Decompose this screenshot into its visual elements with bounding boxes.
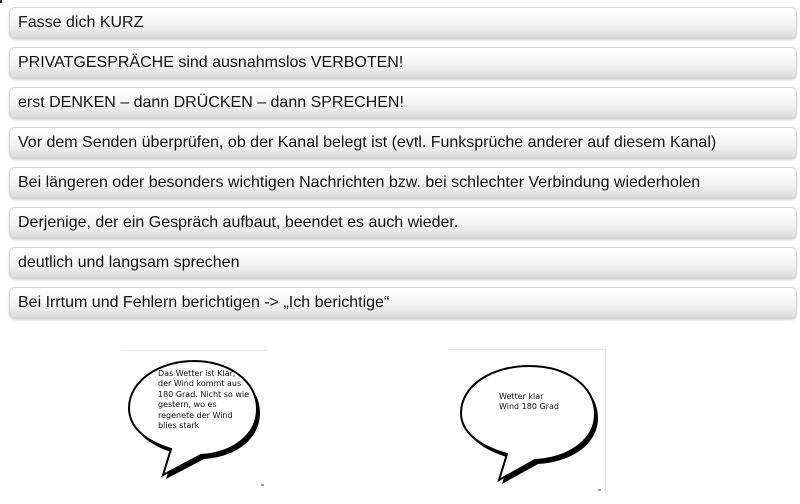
rule-item-6 [9,207,797,238]
rule-item-7 [9,247,797,278]
rule-text: deutlich und langsam sprechen [18,253,240,271]
rule-item-3 [9,87,797,118]
rule-text: Fasse dich KURZ [18,13,144,31]
speech-bubble-icon [449,350,605,494]
rule-text: Vor dem Senden überprüfen, ob der Kanal belegt ist (evtl. Funksprüche anderer auf diesem Kanal) [18,133,717,151]
rule-text: Bei Irrtum und Fehlern berichtigen -> „Ich berichtige“ [18,293,390,311]
speech-bubble-concise [449,349,606,494]
corner-mark [0,0,2,3]
bubble-text-concise: Wetter klar Wind 180 Grad [499,392,559,412]
speech-bubble-verbose [121,350,267,489]
bubble-text-verbose: Das Wetter ist Klar, der Wind kommt aus 180 Grad. Nicht so wie gestern, wo es regenete der Wind blies stark [158,369,250,431]
rule-item-2 [9,47,797,78]
rule-text: Bei längeren oder besonders wichtigen Nachrichten bzw. bei schlechter Verbindung wiederholen [18,173,701,191]
radio-rules-list [9,7,797,327]
rule-item-1 [9,7,797,38]
resize-mark [598,489,601,491]
rule-text: erst DENKEN – dann DRÜCKEN – dann SPRECHEN! [18,93,404,111]
rule-item-8 [9,287,797,318]
rule-text: Derjenige, der ein Gespräch aufbaut, beendet es auch wieder. [18,213,459,231]
resize-mark [261,484,264,486]
rule-item-5 [9,167,797,198]
rule-item-4 [9,127,797,158]
rule-text: PRIVATGESPRÄCHE sind ausnahmslos VERBOTEN! [18,53,404,71]
